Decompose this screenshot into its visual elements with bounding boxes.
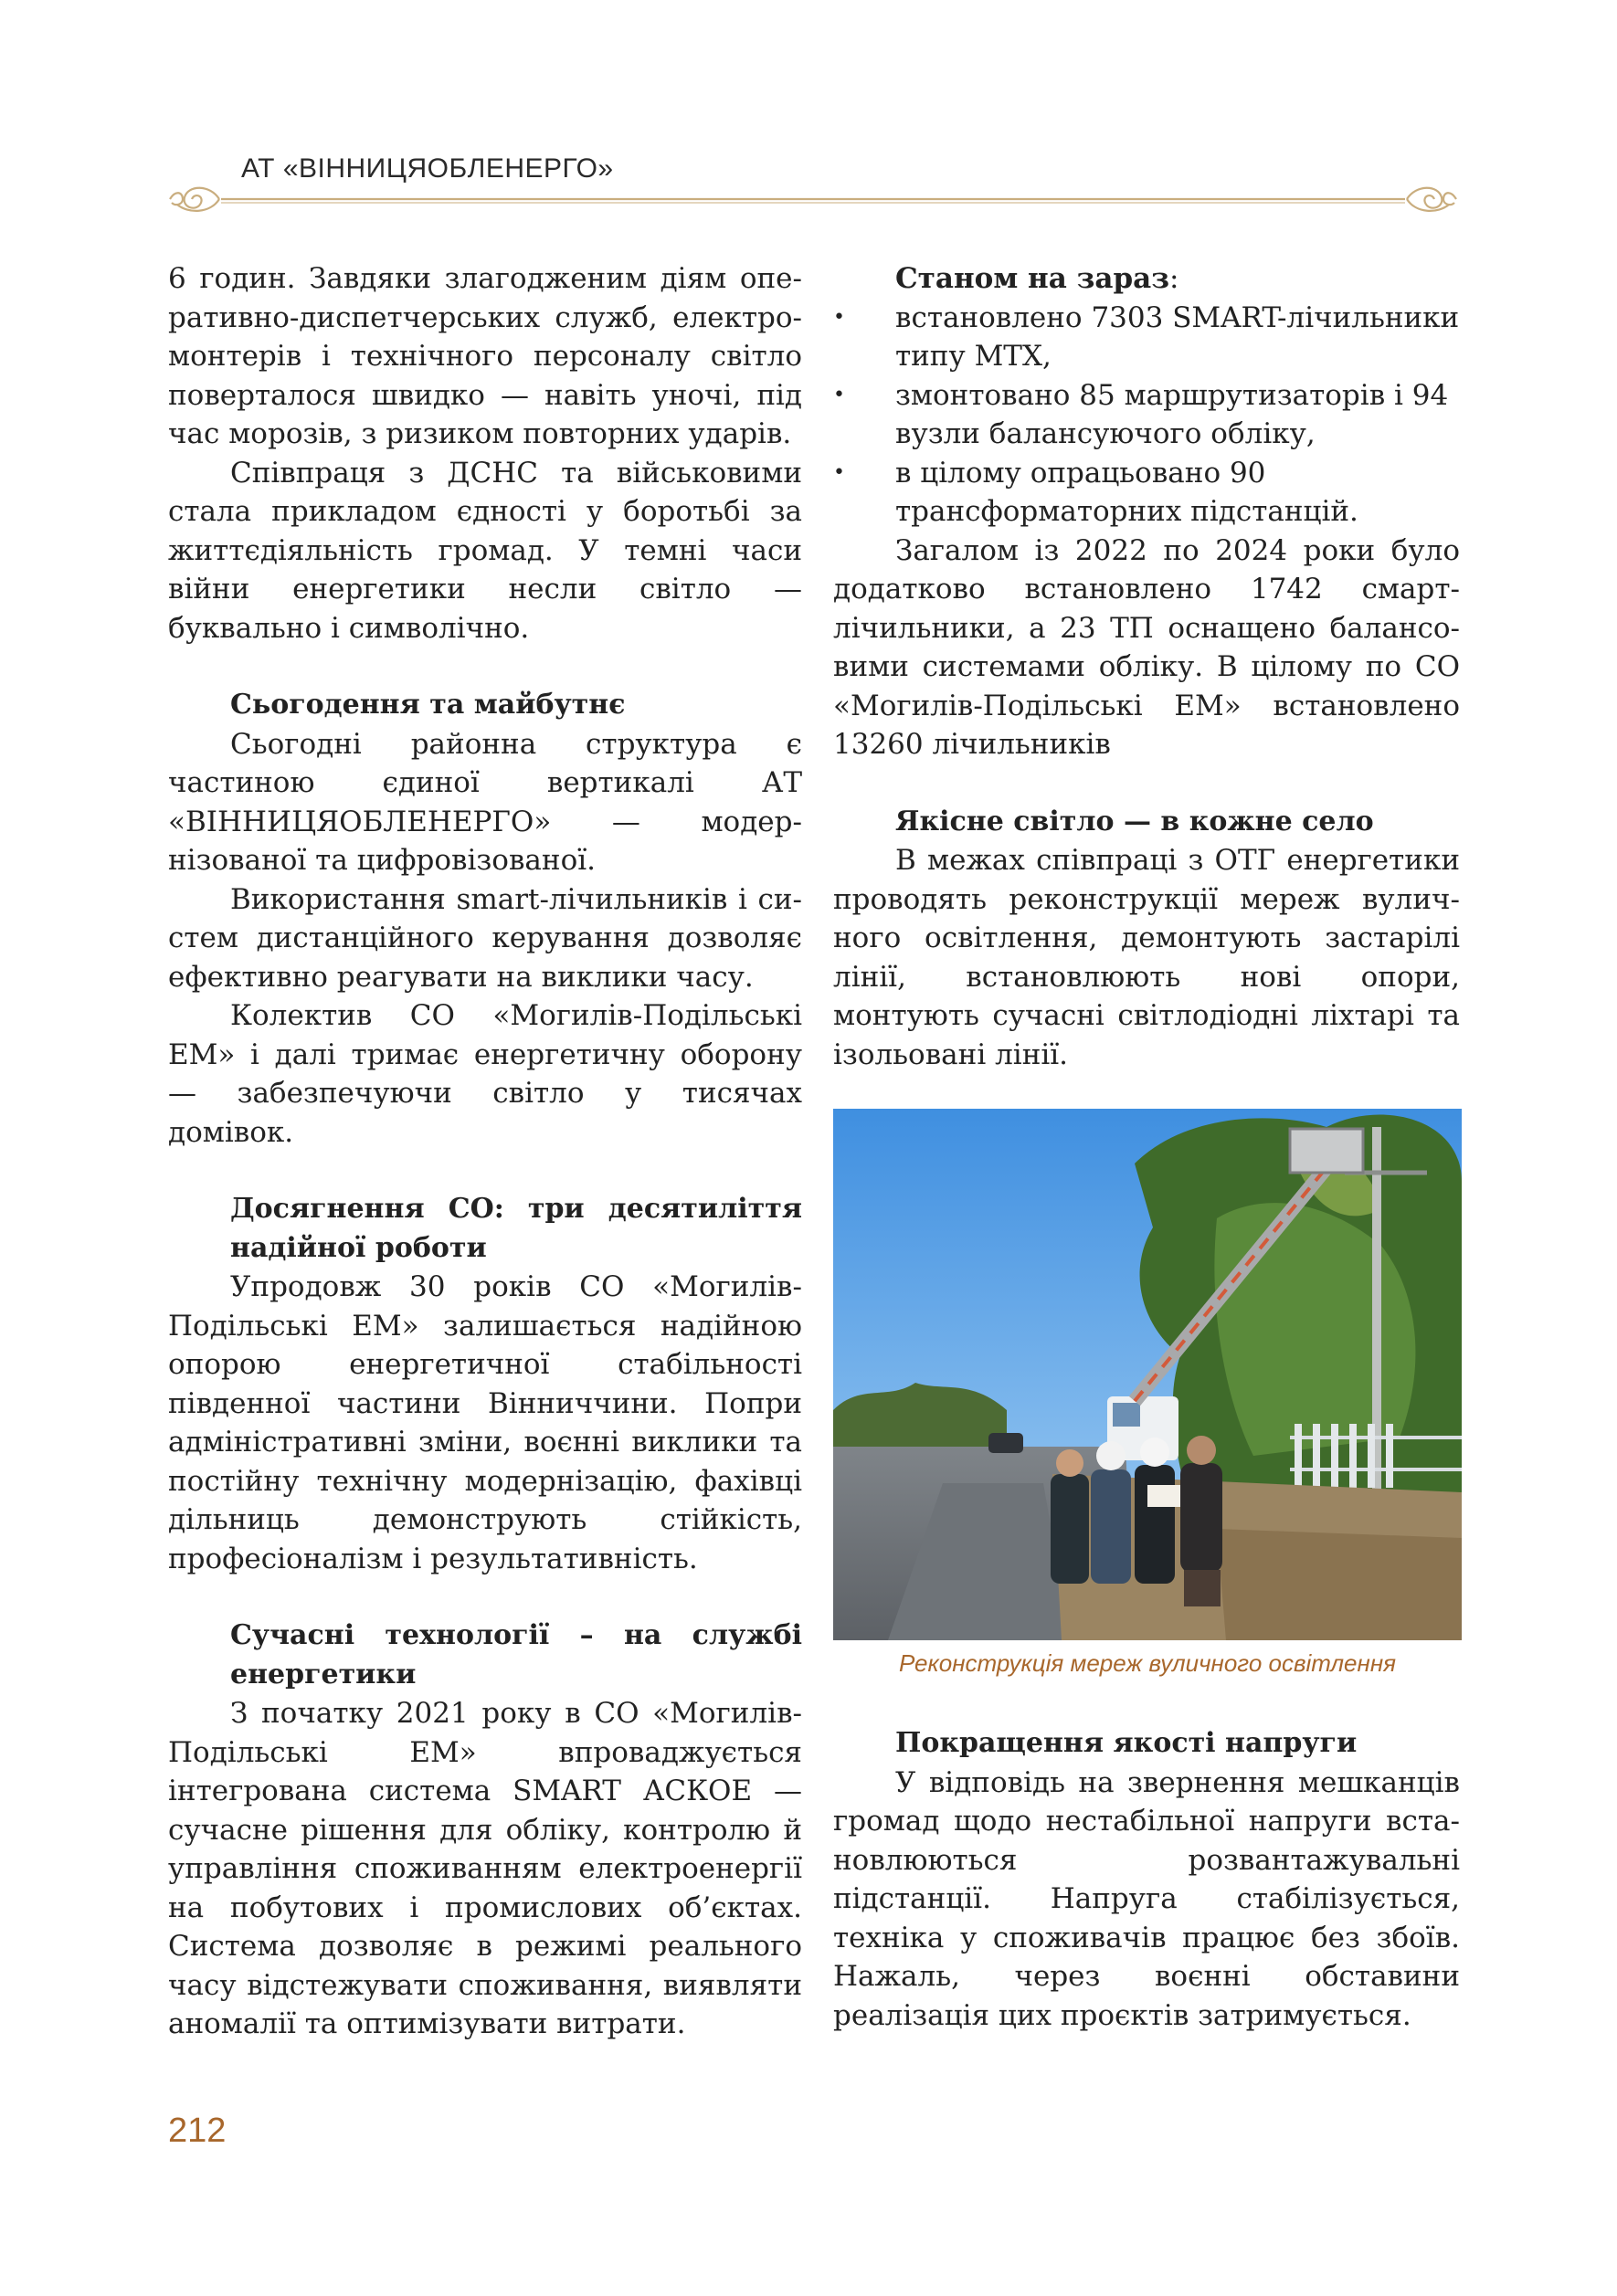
section-heading: Якісне світло — в кожне село [895, 805, 1374, 837]
status-colon: : [1169, 262, 1179, 295]
left-column [168, 259, 802, 2044]
status-lead-line [833, 259, 1460, 299]
status-lead: Станом на зараз [895, 262, 1170, 295]
section-heading: Досягнення СО: три десятиліття надійної роботи [230, 1193, 802, 1264]
list-item: • в цілому опрацьовано 90 трансформаторних підстанцій. [833, 454, 1460, 532]
paragraph: З початку 2021 року в СО «Могилів-Подільські ЕМ» впроваджується інтегрована система SMART АСКОЕ — сучасне рішення для обліку, контролю й управління споживанням електроенергії на побутових і промислових об’єктах. Система дозволяє в режимі реального часу відстежувати споживання, виявляти аномалії та оптимізувати витрати. [168, 1697, 802, 2040]
right-column [833, 259, 1460, 1074]
paragraph: Сьогодні районна структура є частиною єдиної вертикалі АТ «ВІННИЦЯОБЛЕНЕРГО» — модернізованої та цифровізованої. [168, 727, 802, 877]
paragraph: Використання smart-лічильників і систем дистанційного керування дозволяє ефективно реагувати на виклики часу. [168, 882, 802, 994]
paragraph: Упродовж 30 років СО «Могилів-Подільські ЕМ» залишається надійною опорою енергетичної стабільності південної частини Вінниччини. Попри адміністративні зміни, воєнні виклики та постійну технічну модернізацію, фахівці дільниць демонструють стійкість, професіоналізм і результативність. [168, 1270, 802, 1575]
status-list [833, 299, 1460, 532]
photo-caption: Реконструкція мереж вуличного освітлення [898, 1649, 1397, 1677]
paragraph: Колектив СО «Могилів-Подільські ЕМ» і далі тримає енергетичну оборону — забезпечуючи світло у тисячах домівок. [168, 999, 802, 1149]
paragraph: В межах співпраці з ОТГ енергетики проводять реконструкції мереж вуличного освітлення, демонтують застарілі лінії, встановлюють нові опори, монтують сучасні світлодіодні ліхтарі та ізольовані лінії. [833, 844, 1460, 1071]
paragraph: 6 годин. Завдяки злагодженим діям оперативно-диспетчерських служб, електромонтерів і технічного персоналу світло поверталося швидко — навіть уночі, під час морозів, з ризиком повторних ударів. [168, 262, 802, 450]
running-title: АТ «ВІННИЦЯОБЛЕНЕРГО» [241, 153, 614, 184]
right-column-lower [833, 1724, 1460, 2035]
section-heading: Сьогодення та майбутнє [230, 689, 626, 721]
section-heading: Покращення якості напруги [895, 1727, 1358, 1759]
page-number: 212 [168, 2112, 227, 2150]
paragraph: Загалом із 2022 по 2024 роки було додатково встановлено 1742 смарт-лічильники, а 23 ТП оснащено балансовими системами обліку. В цілому по СО «Могилів-Подільські ЕМ» встановлено 13260 лічильників [833, 533, 1460, 761]
list-item: • змонтовано 85 маршрутизаторів і 94 вузли балансуючого обліку, [833, 376, 1460, 454]
paragraph: Співпраця з ДСНС та військовими стала прикладом єдності у боротьбі за життєдіяльність громад. У темні часи війни енергетики несли світло — буквально і символічно. [168, 456, 802, 645]
list-item: • встановлено 7303 SMART-лічильники типу МТХ, [833, 299, 1460, 376]
street-lighting-photo [833, 1109, 1462, 1640]
paragraph: У відповідь на звернення мешканців громад щодо нестабільної напруги встановлюються розвантажувальні підстанції. Напруга стабілізується, техніка у споживачів працює без збоїв. Нажаль, через воєнні обставини реалізація цих проєктів затримується. [833, 1765, 1460, 2032]
section-heading: Сучасні технології – на службі енергетики [230, 1619, 802, 1690]
scroll-ornament-icon [164, 179, 1462, 219]
